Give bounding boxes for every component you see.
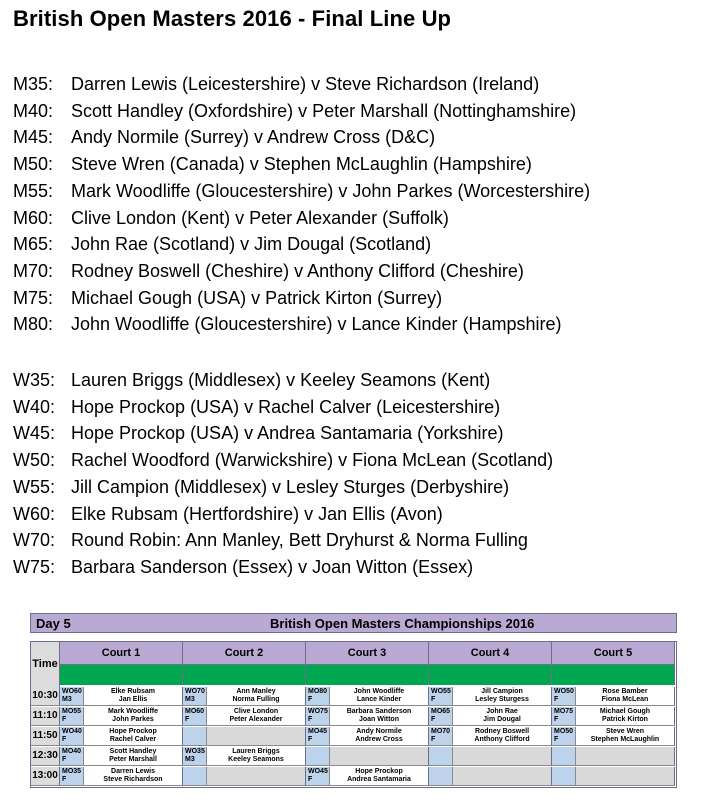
match-players	[453, 727, 552, 746]
match-code	[552, 727, 576, 746]
lineup-row	[13, 554, 553, 581]
event-code: MO75	[554, 708, 574, 715]
lineup-row	[13, 447, 553, 474]
match-players	[84, 707, 183, 726]
category-label: M55:	[13, 180, 54, 201]
round-code: F	[554, 716, 559, 723]
match-code	[429, 707, 453, 726]
round-code: F	[62, 756, 67, 763]
player-two: Steve Richardson	[103, 776, 163, 783]
match-players	[576, 687, 675, 706]
match-text: Hope Prockop (USA) v Andrea Santamaria (Yorkshire)	[71, 423, 504, 444]
match-code	[183, 687, 207, 706]
player-two: Peter Marshall	[109, 756, 157, 763]
match-players	[207, 747, 306, 766]
event-code: MO60	[185, 708, 205, 715]
court-status-bar	[183, 665, 306, 685]
category-label: M60:	[13, 207, 54, 228]
category-label: M35:	[13, 74, 54, 94]
category-label: M70:	[13, 260, 54, 281]
player-one: Clive London	[233, 708, 279, 715]
match-text: Rodney Boswell (Cheshire) v Anthony Clifford (Cheshire)	[71, 260, 524, 281]
round-code: F	[554, 696, 559, 703]
match-code	[183, 747, 207, 766]
match-code	[60, 707, 84, 726]
event-code: MO70	[431, 728, 451, 735]
player-one: Rose Bamber	[602, 688, 648, 695]
category-label: W40:	[13, 396, 56, 417]
match-code	[183, 767, 207, 786]
match-players	[330, 767, 429, 786]
day-schedule	[27, 611, 678, 788]
match-text: Lauren Briggs (Middlesex) v Keeley Seamons (Kent)	[71, 370, 491, 390]
player-one: Barbara Sanderson	[346, 708, 412, 715]
match-code	[552, 707, 576, 726]
match-players	[330, 687, 429, 706]
match-text: Darren Lewis (Leicestershire) v Steve Richardson (Ireland)	[71, 74, 540, 94]
player-one: John Rae	[486, 708, 518, 715]
court-status-bar	[60, 665, 183, 685]
court-header: Court 3	[306, 642, 429, 665]
category-label: M65:	[13, 234, 54, 255]
category-label: W50:	[13, 450, 56, 471]
match-players	[207, 727, 306, 746]
player-two: Andrea Santamaria	[347, 776, 411, 783]
round-code: F	[554, 736, 559, 743]
player-two: Jim Dougal	[483, 716, 521, 723]
match-text: Scott Handley (Oxfordshire) v Peter Marshall (Nottinghamshire)	[71, 100, 577, 121]
lineup-row	[13, 527, 553, 554]
round-code: F	[431, 736, 436, 743]
category-label: W35:	[13, 370, 56, 390]
court-status-bar	[429, 665, 552, 685]
match-players	[453, 747, 552, 766]
match-code	[306, 687, 330, 706]
lineup-row	[13, 501, 553, 528]
category-label: M45:	[13, 127, 54, 148]
category-label: W60:	[13, 503, 56, 524]
match-text: Rachel Woodford (Warwickshire) v Fiona McLean (Scotland)	[71, 450, 554, 471]
match-code	[552, 767, 576, 786]
page-title: British Open Masters 2016 - Final Line Up	[13, 6, 452, 31]
match-players	[207, 767, 306, 786]
lineup-row	[13, 151, 590, 178]
schedule-day: Day 5	[36, 616, 71, 631]
time-slot: 11:10	[31, 707, 60, 726]
round-code: M3	[185, 756, 195, 763]
event-code: MO65	[431, 708, 451, 715]
match-players	[207, 707, 306, 726]
lineup-row	[13, 124, 590, 151]
round-code: F	[308, 776, 313, 783]
schedule-title: British Open Masters Championships 2016	[270, 616, 535, 631]
player-two: Stephen McLaughlin	[590, 736, 660, 743]
match-code	[429, 687, 453, 706]
match-players	[576, 747, 675, 766]
event-code: MO80	[308, 688, 328, 695]
match-text: Hope Prockop (USA) v Rachel Calver (Leicestershire)	[71, 396, 501, 417]
match-code	[60, 747, 84, 766]
category-label: M75:	[13, 287, 54, 308]
match-players	[453, 707, 552, 726]
player-one: Darren Lewis	[111, 768, 155, 775]
match-players	[84, 747, 183, 766]
match-code	[183, 727, 207, 746]
round-code: F	[308, 696, 313, 703]
court-header: Court 1	[60, 642, 183, 665]
player-one: Elke Rubsam	[111, 688, 155, 695]
match-code	[60, 687, 84, 706]
lineup-row	[13, 474, 553, 501]
player-one: Hope Prockop	[109, 728, 157, 735]
court-header: Court 5	[552, 642, 675, 665]
player-one: Mark Woodliffe	[107, 708, 159, 715]
match-text: Michael Gough (USA) v Patrick Kirton (Surrey)	[71, 287, 443, 308]
event-code: WO45	[308, 768, 328, 775]
lineup-row	[13, 420, 553, 447]
player-two: Lesley Sturgess	[475, 696, 529, 703]
match-players	[330, 747, 429, 766]
match-players	[576, 707, 675, 726]
match-players	[453, 767, 552, 786]
player-two: Fiona McLean	[601, 696, 649, 703]
time-slot: 11:50	[31, 727, 60, 746]
category-label: W75:	[13, 556, 56, 577]
match-code	[306, 767, 330, 786]
player-one: Hope Prockop	[355, 768, 403, 775]
match-text: Steve Wren (Canada) v Stephen McLaughlin (Hampshire)	[71, 154, 532, 175]
event-code: MO35	[62, 768, 82, 775]
player-one: Lauren Briggs	[232, 748, 280, 755]
player-two: Lance Kinder	[356, 696, 402, 703]
mens-lineup	[13, 71, 590, 338]
match-code	[306, 727, 330, 746]
round-code: M3	[185, 696, 195, 703]
lineup-row	[13, 311, 590, 338]
lineup-row	[13, 367, 553, 394]
player-two: Jan Ellis	[118, 696, 148, 703]
match-text: John Rae (Scotland) v Jim Dougal (Scotland)	[71, 234, 432, 255]
event-code: MO55	[62, 708, 82, 715]
player-one: Ann Manley	[236, 688, 276, 695]
player-one: Andy Normile	[356, 728, 402, 735]
time-slot: 13:00	[31, 767, 60, 786]
event-code: WO60	[62, 688, 82, 695]
player-two: Patrick Kirton	[602, 716, 648, 723]
lineup-row	[13, 205, 590, 232]
round-code: M3	[62, 696, 72, 703]
match-players	[576, 767, 675, 786]
event-code: MO40	[62, 748, 82, 755]
lineup-row	[13, 98, 590, 125]
match-players	[576, 727, 675, 746]
match-text: John Woodliffe (Gloucestershire) v Lance Kinder (Hampshire)	[71, 314, 562, 335]
player-two: Rachel Calver	[109, 736, 157, 743]
court-status-bar	[306, 665, 429, 685]
match-code	[60, 767, 84, 786]
player-two: John Parkes	[112, 716, 154, 723]
player-one: Rodney Boswell	[474, 728, 530, 735]
lineup-row	[13, 71, 590, 98]
match-text: Mark Woodliffe (Gloucestershire) v John Parkes (Worcestershire)	[71, 180, 591, 201]
court-header: Court 4	[429, 642, 552, 665]
round-code: F	[185, 716, 190, 723]
match-code	[552, 747, 576, 766]
schedule-grid	[30, 641, 677, 788]
player-two: Keeley Seamons	[228, 756, 284, 763]
court-header: Court 2	[183, 642, 306, 665]
category-label: W45:	[13, 423, 56, 444]
time-slot: 10:30	[31, 687, 60, 706]
round-code: F	[308, 736, 313, 743]
match-text: Elke Rubsam (Hertfordshire) v Jan Ellis (Avon)	[71, 503, 443, 524]
round-code: F	[62, 776, 67, 783]
lineup-row	[13, 178, 590, 205]
match-code	[429, 727, 453, 746]
round-code: F	[62, 736, 67, 743]
player-two: Anthony Clifford	[474, 736, 530, 743]
player-one: Scott Handley	[109, 748, 157, 755]
event-code: WO50	[554, 688, 574, 695]
player-two: Peter Alexander	[229, 716, 283, 723]
time-slot: 12:30	[31, 747, 60, 766]
event-code: WO55	[431, 688, 451, 695]
event-code: MO45	[308, 728, 328, 735]
round-code: F	[62, 716, 67, 723]
match-players	[330, 727, 429, 746]
match-text: Clive London (Kent) v Peter Alexander (Suffolk)	[71, 207, 449, 228]
match-players	[453, 687, 552, 706]
lineup-row	[13, 285, 590, 312]
event-code: WO75	[308, 708, 328, 715]
match-players	[84, 687, 183, 706]
lineup-row	[13, 258, 590, 285]
schedule-header	[30, 613, 677, 633]
match-players	[330, 707, 429, 726]
lineup-row	[13, 394, 553, 421]
event-code: MO50	[554, 728, 574, 735]
event-code: WO40	[62, 728, 82, 735]
player-one: Jill Campion	[481, 688, 523, 695]
match-text: Jill Campion (Middlesex) v Lesley Sturges (Derbyshire)	[71, 476, 510, 497]
category-label: W70:	[13, 530, 56, 551]
match-players	[84, 727, 183, 746]
round-code: F	[431, 696, 436, 703]
category-label: M50:	[13, 154, 54, 175]
player-two: Andrew Cross	[355, 736, 403, 743]
round-code: F	[308, 716, 313, 723]
match-players	[84, 767, 183, 786]
category-label: M80:	[13, 314, 54, 335]
match-code	[552, 687, 576, 706]
time-column-header: Time	[31, 642, 60, 695]
match-players	[207, 687, 306, 706]
court-status-bar	[552, 665, 675, 685]
event-code: WO70	[185, 688, 205, 695]
lineup-row	[13, 231, 590, 258]
category-label: W55:	[13, 476, 56, 497]
category-label: M40:	[13, 100, 54, 121]
player-one: Steve Wren	[606, 728, 644, 735]
player-one: John Woodliffe	[353, 688, 405, 695]
match-code	[306, 747, 330, 766]
match-code	[429, 747, 453, 766]
match-text: Barbara Sanderson (Essex) v Joan Witton (Essex)	[71, 556, 474, 577]
match-code	[306, 707, 330, 726]
round-code: F	[431, 716, 436, 723]
match-text: Round Robin: Ann Manley, Bett Dryhurst & Norma Fulling	[71, 530, 528, 551]
match-code	[60, 727, 84, 746]
player-two: Norma Fulling	[232, 696, 280, 703]
match-code	[183, 707, 207, 726]
player-two: Joan Witton	[359, 716, 399, 723]
womens-lineup	[13, 367, 553, 581]
event-code: WO35	[185, 748, 205, 755]
match-text: Andy Normile (Surrey) v Andrew Cross (D&C)	[71, 127, 436, 148]
player-one: Michael Gough	[599, 708, 651, 715]
match-code	[429, 767, 453, 786]
